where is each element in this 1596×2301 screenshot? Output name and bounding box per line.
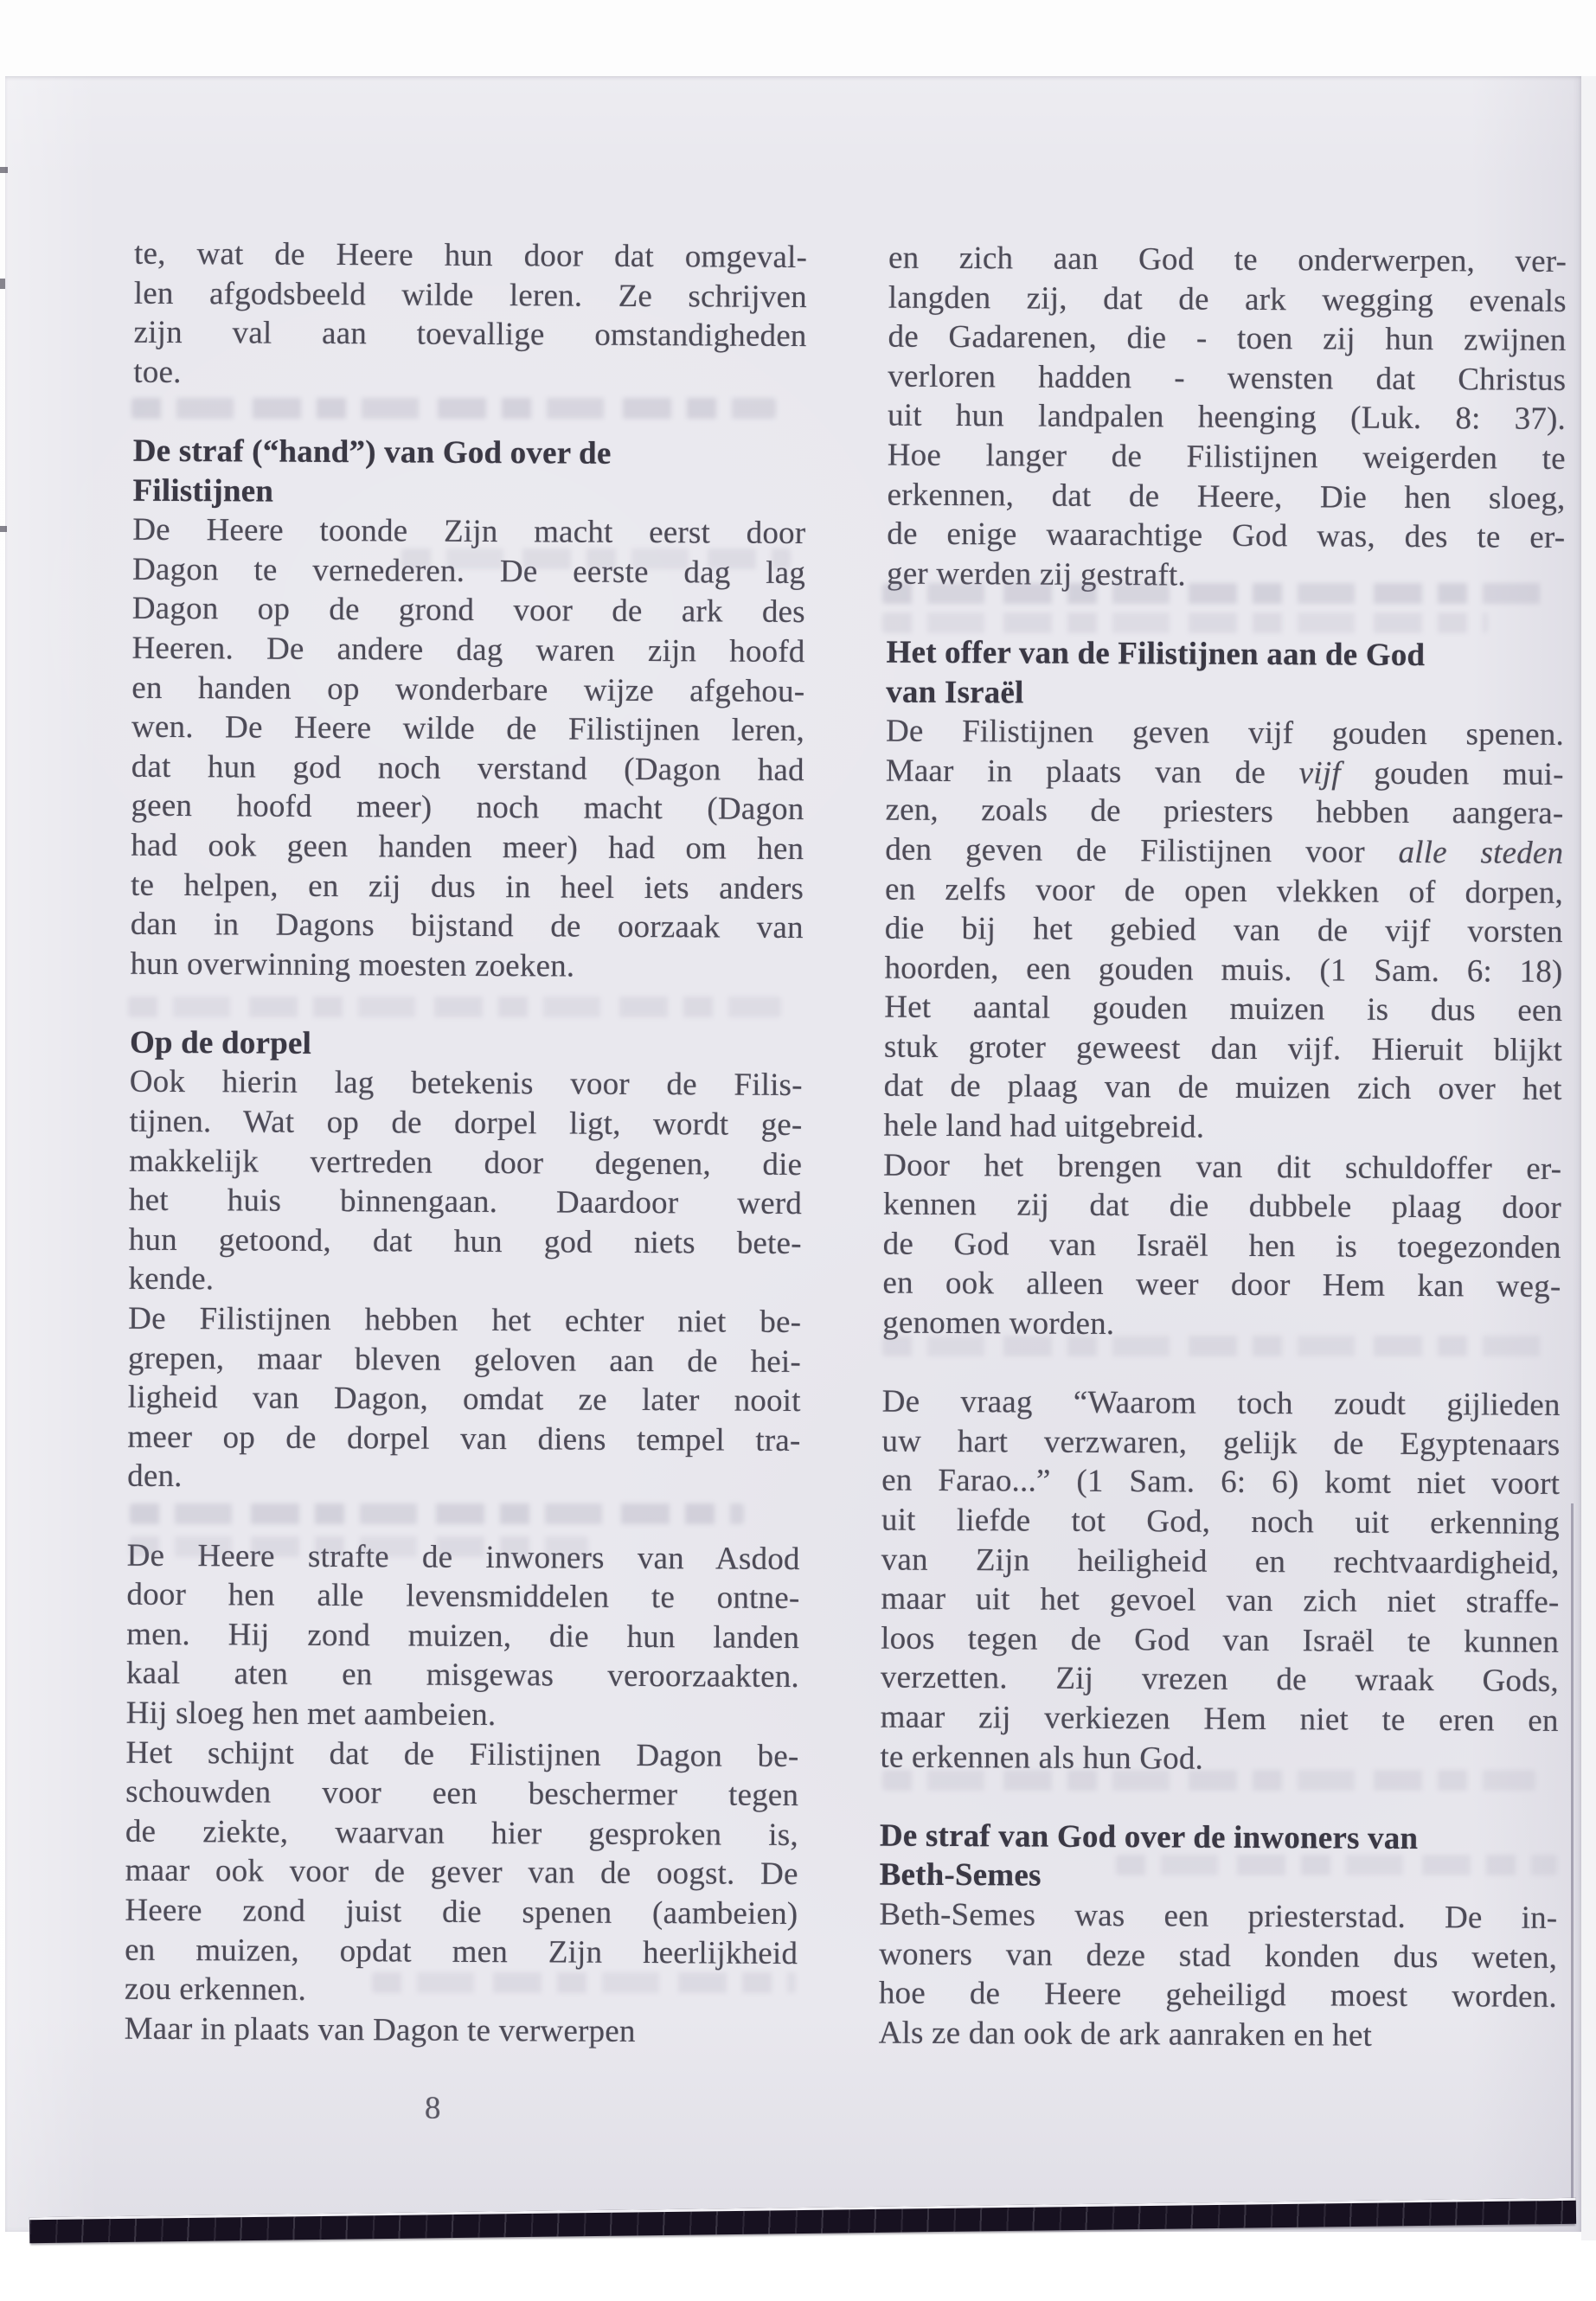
text-line: genomen worden. (882, 1304, 1115, 1343)
text-line: Heere zond juist die spenen (aambeien) (125, 1892, 798, 1932)
text-line: dan in Dagons bijstand de oorzaak van (130, 906, 804, 946)
text-line: De Heere strafte de inwoners van Asdod (126, 1537, 800, 1577)
text-line: De Filistijnen hebben het echter niet be- (128, 1300, 802, 1341)
text-line: de Gadarenen, die - toen zij hun zwijnen (888, 318, 1567, 359)
text-line: erkennen, dat de Heere, Die hen sloeg, (887, 477, 1566, 516)
text-line: Hij sloeg hen met aambeien. (125, 1695, 497, 1734)
ghost-text-line (882, 1336, 1548, 1356)
text-line: Beth-Semes was een priesterstad. De in- (879, 1896, 1558, 1936)
text-line: door hen alle levensmiddelen te ontne- (126, 1576, 800, 1617)
ghost-text-line (130, 1503, 744, 1524)
text-line: Maar in plaats van de vijf gouden mui- (885, 753, 1564, 792)
heading-line: De straf van God over de inwoners van (879, 1817, 1419, 1856)
text-line: te helpen, en zij dus in heel iets anders (130, 867, 804, 907)
text-line: grepen, maar bleven geloven aan de hei- (127, 1340, 802, 1380)
text-line: Dagon te vernederen. De eerste dag lag (131, 551, 806, 591)
page-number: 8 (424, 2090, 441, 2126)
text-line: kennen zij dat die dubbele plaag door (882, 1186, 1562, 1227)
text-line: maar uit het gevoel van zich niet straffe- (881, 1580, 1560, 1621)
text-line: kaal aten en misgewas veroorzaakten. (125, 1656, 800, 1695)
text-line: hele land had uitgebreid. (883, 1107, 1205, 1145)
text-line: verzetten. Zij vrezen de wraak Gods, (880, 1659, 1560, 1700)
text-line: geen hoofd meer) noch macht (Dagon (131, 788, 804, 828)
text-line: toe. (133, 354, 182, 390)
text-line: dat de plaag van de muizen zich over het (883, 1068, 1562, 1108)
text-line: stuk groter geweest dan vijf. Hieruit blijkt (883, 1029, 1563, 1068)
text-line: verloren hadden - wensten dat Christus (888, 358, 1567, 398)
text-line: te erkennen als hun God. (880, 1739, 1204, 1777)
text-line: zijn val aan toevallige omstandigheden (133, 314, 807, 355)
book-page (5, 76, 1581, 2232)
text-line: Als ze dan ook de ark aanraken en het (878, 2015, 1373, 2054)
text-line: dat hun god noch verstand (Dagon had (131, 748, 804, 788)
text-line: en muizen, opdat men Zijn heerlijkheid (125, 1932, 798, 1971)
text-line: Maar in plaats van Dagon te verwerpen (124, 2010, 636, 2049)
text-line: hoorden, een gouden muis. (1 Sam. 6: 18) (884, 950, 1563, 990)
ghost-text-line (372, 1972, 796, 1993)
text-line: en zelfs voor de open vlekken of dorpen, (884, 871, 1564, 911)
text-line: te, wat de Heere hun door dat omgeval- (133, 235, 808, 276)
text-line: ger werden zij gestraft. (886, 555, 1187, 593)
text-line: Het schijnt dat de Filistijnen Dagon be- (125, 1734, 799, 1774)
text-line: die bij het gebied van de vijf vorsten (884, 910, 1563, 951)
heading-line: De straf (“hand”) van God over de (132, 433, 612, 471)
scan-artifact-mark (0, 279, 5, 289)
text-line: loos tegen de God van Israël te kunnen (881, 1620, 1560, 1660)
text-line: maar ook voor de gever van de oogst. De (125, 1853, 798, 1893)
text-line: wen. De Heere wilde de Filistijnen leren, (131, 708, 805, 749)
text-line: Dagon op de grond voor de ark des (131, 591, 805, 631)
text-line: den geven de Filistijnen voor alle steden (885, 831, 1564, 871)
text-line: makkelijk vertreden door degenen, die (129, 1143, 803, 1183)
text-line: hun overwinning moesten zoeken. (130, 945, 575, 984)
heading-line: van Israël (886, 674, 1024, 711)
text-line: den. (127, 1458, 183, 1495)
text-line: De Heere toonde Zijn macht eerst door (132, 511, 806, 552)
text-line: maar zij verkiezen Hem niet te eren en (880, 1699, 1559, 1739)
text-line: en handen op wonderbare wijze afgehou- (131, 670, 805, 709)
text-line: tijnen. Wat op de dorpel ligt, wordt ge- (129, 1103, 803, 1144)
text-line: uit hun landpalen heenging (Luk. 8: 37). (887, 397, 1567, 438)
text-line: woners van deze stad konden dus weten, (879, 1936, 1558, 1976)
text-line: schouwden voor een beschermer tegen (125, 1773, 799, 1814)
scan-artifact-mark (0, 526, 7, 532)
text-line: zou erkennen. (124, 1971, 307, 2008)
ghost-text-line (130, 1536, 588, 1557)
text-line: ligheid van Dagon, omdat ze later nooit (127, 1379, 801, 1420)
text-line: van Zijn heiligheid en rechtvaardigheid, (881, 1541, 1560, 1581)
page-edge-line (1571, 1503, 1574, 2204)
text-line: meer op de dorpel van diens tempel tra- (127, 1419, 801, 1458)
text-line: de enige waarachtige God was, des te er- (887, 516, 1566, 556)
text-line: kende. (128, 1261, 215, 1298)
text-line: het huis binnengaan. Daardoor werd (128, 1182, 803, 1222)
text-line: Hoe langer de Filistijnen weigerden te (887, 437, 1566, 477)
heading-line: Filistijnen (132, 472, 274, 510)
text-line: langden zij, dat de ark wegging evenals (888, 279, 1567, 319)
text-line: De vraag “Waarom toch zoudt gijlieden (881, 1383, 1561, 1424)
text-line: en ook alleen weer door Hem kan weg- (882, 1266, 1561, 1305)
text-line: had ook geen handen meer) had om hen (131, 827, 804, 867)
ghost-text-line (401, 548, 791, 569)
ghost-text-line (128, 997, 781, 1017)
text-line: len afgodsbeeld wilde leren. Ze schrijven (133, 275, 807, 315)
heading-line: Op de dorpel (129, 1024, 312, 1061)
ghost-text-line (882, 612, 1488, 633)
text-line: zen, zoals de priesters hebben aangera- (885, 792, 1564, 832)
text-line: en Farao...” (1 Sam. 6: 6) komt niet voort (881, 1462, 1561, 1503)
text-line: de God van Israël hen is toegezonden (882, 1226, 1561, 1266)
text-column-left (125, 234, 808, 2053)
text-line: hun getoond, dat hun god niets bete- (128, 1221, 802, 1261)
heading-line: Het offer van de Filistijnen aan de God (886, 634, 1426, 674)
ghost-text-line (882, 583, 1548, 604)
ghost-text-line (1116, 1855, 1557, 1875)
ghost-text-line (131, 398, 776, 419)
text-line: Het aantal gouden muizen is dus een (884, 989, 1563, 1029)
text-line: Heeren. De andere dag waren zijn hoofd (131, 630, 805, 670)
text-line: men. Hij zond muizen, die hun landen (126, 1616, 800, 1656)
ghost-text-line (882, 1770, 1535, 1791)
text-line: Ook hierin lag betekenis voor de Filis- (129, 1064, 803, 1104)
text-line: de ziekte, waarvan hier gesproken is, (125, 1813, 799, 1853)
text-line: uit liefde tot God, noch uit erkenning (881, 1502, 1561, 1541)
text-line: en zich aan God te onderwerpen, ver- (888, 240, 1567, 279)
heading-line: Beth-Semes (879, 1856, 1042, 1894)
text-line: Door het brengen van dit schuldoffer er- (883, 1147, 1562, 1187)
page-text-layer (0, 72, 1586, 2236)
scan-artifact-mark (0, 167, 8, 173)
text-line: De Filistijnen geven vijf gouden spenen. (885, 713, 1565, 753)
text-line: uw hart verzwaren, gelijk de Egyptenaars (881, 1423, 1561, 1463)
text-line: hoe de Heere geheiligd moest worden. (878, 1975, 1557, 2016)
